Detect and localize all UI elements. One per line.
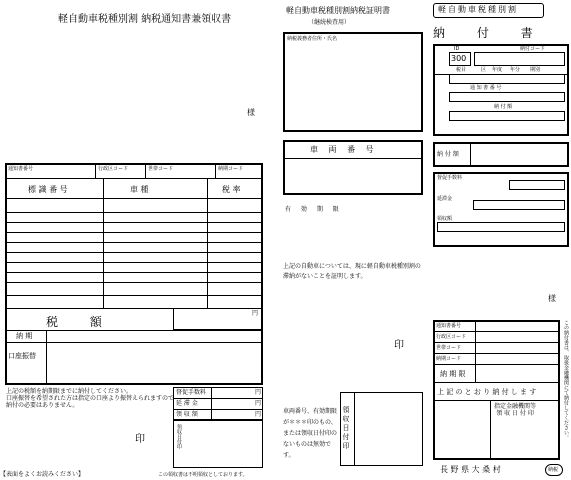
term-label: 期別 <box>530 67 541 73</box>
left-seal: 印 <box>135 434 145 445</box>
info-notice-no: 通知書番号 <box>436 323 462 329</box>
middle-receipt-box <box>340 392 423 466</box>
fee-row-late: 延 滞 金 <box>176 400 198 407</box>
left-due-label: 納 期 <box>16 332 33 340</box>
fee-yen-3: 円 <box>255 411 262 418</box>
period-label: 年分 <box>510 67 521 73</box>
right-honorific: 様 <box>548 294 556 303</box>
left-household-code-label: 世帯コード <box>148 166 174 172</box>
certification-text: 上記の自動車については、現に軽自動車税種別割の滞納がないことを証明します。 <box>283 263 421 280</box>
middle-title: 軽自動車税種別割納税証明書 <box>286 6 390 15</box>
bank-receipt-label: 指定金融機関等 領 収 日 付 印 <box>494 403 537 417</box>
left-payment-code-label: 納期コード <box>218 166 244 172</box>
right-notice-no-label: 通 知 書 番 号 <box>470 85 502 91</box>
fee-row-tariff: 督促手数料 <box>176 389 207 396</box>
left-main-frame <box>5 163 263 385</box>
left-notice-no-label: 通知書番号 <box>8 166 34 172</box>
left-honorific: 様 <box>247 108 255 117</box>
info-admin-code: 行政区コード <box>436 334 467 340</box>
middle-seal: 印 <box>394 340 404 351</box>
tax-item-row <box>449 74 565 84</box>
payee-code-label: 納付コード <box>520 46 546 52</box>
middle-subtitle: （継続検査用） <box>308 19 351 26</box>
stamp-title: 軽自動車税種別割 <box>438 5 518 14</box>
left-receipt-box <box>173 420 263 468</box>
fee-yen-1: 円 <box>255 389 262 396</box>
tax-amount-field <box>173 308 263 330</box>
amount-field <box>449 111 565 121</box>
right-tariff-field <box>509 180 565 190</box>
info-payment-code: 納期コード <box>436 356 462 362</box>
col-rate-header: 税 率 <box>222 185 241 194</box>
payee-code-field <box>474 52 565 66</box>
owner-box <box>283 32 423 132</box>
id-label: ID <box>454 46 460 52</box>
kind-label: 区 <box>481 67 487 73</box>
fee-yen-2: 円 <box>255 400 262 407</box>
left-note: 上記の税額を納期限までに納付してください。 口座振替を希望された方は指定の口座より振替えられますので納付の必要はありません。 <box>6 388 175 409</box>
account-transfer-label: 口座振替 <box>8 352 36 360</box>
left-footer: 【表面をよくお読みください】 <box>0 471 85 478</box>
pay-by-label: 納 期 限 <box>440 370 466 378</box>
notice-no-field <box>449 92 565 102</box>
year-label: 年度 <box>492 67 503 73</box>
municipality: 長 野 県 大 桑 村 <box>440 465 501 474</box>
right-late-field <box>473 200 565 210</box>
info-household-code: 世帯コード <box>436 345 462 351</box>
tax-amount-label: 税 額 <box>46 315 116 329</box>
tax-item-label: 税目 <box>456 67 467 73</box>
right-side-note: この納付書は、取扱金融機関にて納付してください。 <box>563 320 569 440</box>
tax-yen-unit: 円 <box>252 310 259 317</box>
middle-receipt-label: 領収日付印 <box>342 406 350 451</box>
right-amount-label: 納 付 額 <box>494 104 513 110</box>
payment-amount-label: 納 付 額 <box>437 151 459 158</box>
col-vehicle-header: 車 種 <box>130 185 149 194</box>
fee-row-receipt: 領 収 額 <box>176 411 198 418</box>
payslip-title: 納 付 書 <box>433 26 547 40</box>
receipt-title: 上 記 の と お り 納 付 し ま す <box>437 388 537 396</box>
plate-label: 車 両 番 号 <box>310 145 378 154</box>
middle-note: 車両番号、有効期限が＊＊＊印のもの、または領収日付印のないものは無効です。 <box>283 408 338 459</box>
right-total-field <box>437 222 565 232</box>
tax-badge-text: 納税 <box>548 467 559 473</box>
right-total-label: 領収額 <box>437 216 453 222</box>
left-footer-right: この領収書は不明領収としております。 <box>158 472 248 478</box>
owner-label: 納税義務者住所・氏名 <box>287 36 338 42</box>
col-plate-header: 標 識 番 号 <box>28 185 68 194</box>
left-receipt-label: 領収日付印 <box>176 424 182 449</box>
right-late-label: 延滞金 <box>437 196 453 202</box>
left-title: 軽自動車税種別割 納税通知書兼領収書 <box>58 14 232 25</box>
id-value: 300 <box>451 54 467 63</box>
validity-label: 有 効 期 限 <box>285 206 343 213</box>
right-tariff-label: 督促手数料 <box>437 175 463 181</box>
left-admin-code-label: 行政区コード <box>98 166 129 172</box>
